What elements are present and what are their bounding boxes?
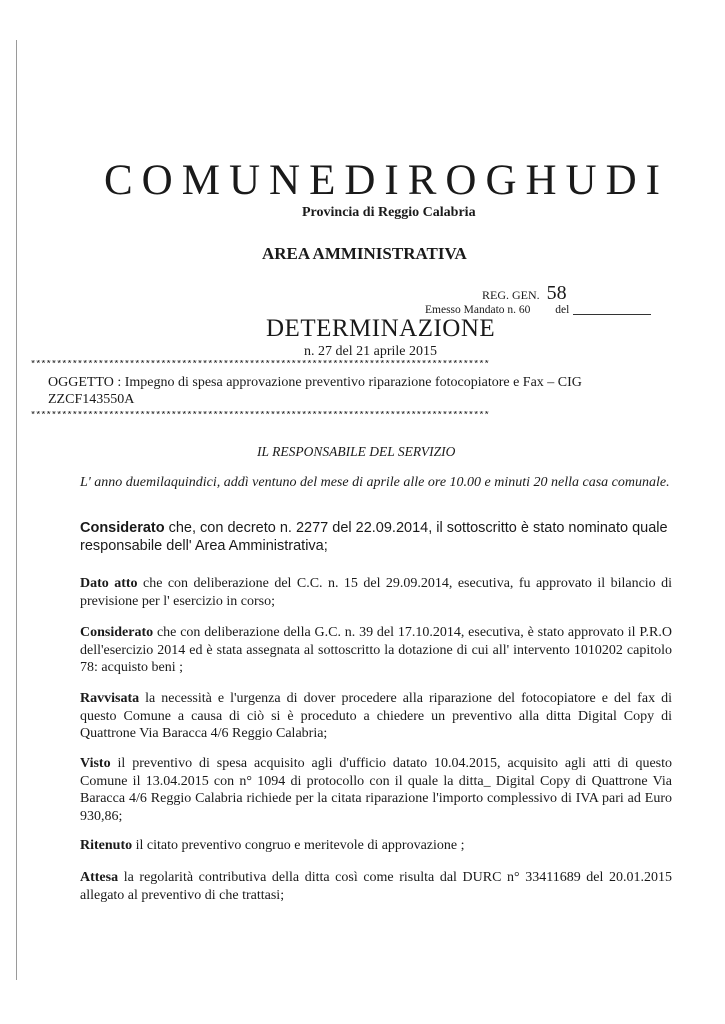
paragraph-text: la necessità e l'urgenza di dover procedere alla riparazione del fotocopiatore e del fax di questo Comune a causa di ciò si è proceduto a chiedere un preventivo alla ditta Digital Copy di Quattrone Via Baracca 4/6 Reggio Calabria; xyxy=(80,691,672,741)
paragraph-text: che con deliberazione del C.C. n. 15 del 29.09.2014, esecutiva, fu approvato il bilancio di previsione per l' esercizio in corso; xyxy=(80,576,672,609)
area-heading: AREA AMMINISTRATIVA xyxy=(262,244,467,263)
oggetto-line-2: ZZCF143550A xyxy=(48,392,135,407)
paragraph-text: il citato preventivo congruo e meritevole di approvazione ; xyxy=(132,838,465,853)
paragraph-lead: Ritenuto xyxy=(80,838,133,853)
provincia-label: Provincia di Reggio Calabria xyxy=(302,205,476,220)
paragraph-considerato-delibera xyxy=(80,624,672,677)
paragraph-ritenuto xyxy=(80,837,672,855)
del-label: del xyxy=(555,304,570,316)
determinazione-number-date: n. 27 del 21 aprile 2015 xyxy=(304,344,437,359)
paragraph-text: che, con decreto n. 2277 del 22.09.2014, il sottoscritto è stato nominato quale responsabile dell' Area Amministrativa; xyxy=(80,520,668,554)
paragraph-text: il preventivo di spesa acquisito agli d'ufficio datato 10.04.2015, acquisito agli atti di questo Comune il 13.04.2015 con n° 1094 di protocollo con il quale la ditta_ Digital Copy di Quattrone Via Baracca 4/6 Reggio Calabria richiede per la citata riparazione l'importo complessivo di IVA pari ad Euro 930,86; xyxy=(80,756,672,824)
reg-number: 58 xyxy=(546,282,567,304)
scan-edge-line xyxy=(16,40,17,980)
comune-title: COMUNEDIROGHUDI xyxy=(104,157,669,204)
paragraph-lead: Considerato xyxy=(80,625,154,640)
reg-label: REG. GEN. xyxy=(482,288,540,302)
date-blank-line xyxy=(573,314,651,315)
paragraph-lead: Considerato xyxy=(80,520,165,536)
determinazione-title: DETERMINAZIONE xyxy=(266,315,496,342)
paragraph-lead: Ravvisata xyxy=(80,691,140,706)
paragraph-lead: Visto xyxy=(80,756,111,771)
paragraph-lead: Attesa xyxy=(80,870,119,885)
paragraph-considerato-decreto xyxy=(80,519,672,555)
intro-paragraph: L' anno duemilaquindici, addì ventuno del mese di aprile alle ore 10.00 e minuti 20 nella casa comunale. xyxy=(80,475,670,490)
separator-top: **************************************************************************************** xyxy=(30,360,489,371)
paragraph-attesa xyxy=(80,869,672,904)
emesso-text: Emesso Mandato n. 60 xyxy=(425,304,531,316)
paragraph-dato-atto xyxy=(80,575,672,610)
paragraph-text: che con deliberazione della G.C. n. 39 del 17.10.2014, esecutiva, è stato approvato il P.R.O dell'esercizio 2014 ed è stata assegnata al sottoscritto la dotazione di cui all' intervento 1010202 capitolo 78: acquisto beni ; xyxy=(80,625,672,675)
oggetto-line-1: OGGETTO : Impegno di spesa approvazione preventivo riparazione fotocopiatore e Fax – CIG xyxy=(48,375,582,390)
paragraph-ravvisata xyxy=(80,690,672,743)
registry-general xyxy=(482,282,567,305)
paragraph-lead: Dato atto xyxy=(80,576,138,591)
paragraph-visto xyxy=(80,755,672,825)
responsabile-heading: IL RESPONSABILE DEL SERVIZIO xyxy=(257,444,456,459)
separator-bottom: **************************************************************************************** xyxy=(30,411,489,422)
paragraph-text: la regolarità contributiva della ditta così come risulta dal DURC n° 33411689 del 20.01.2015 allegato al preventivo di che trattasi; xyxy=(80,870,672,903)
